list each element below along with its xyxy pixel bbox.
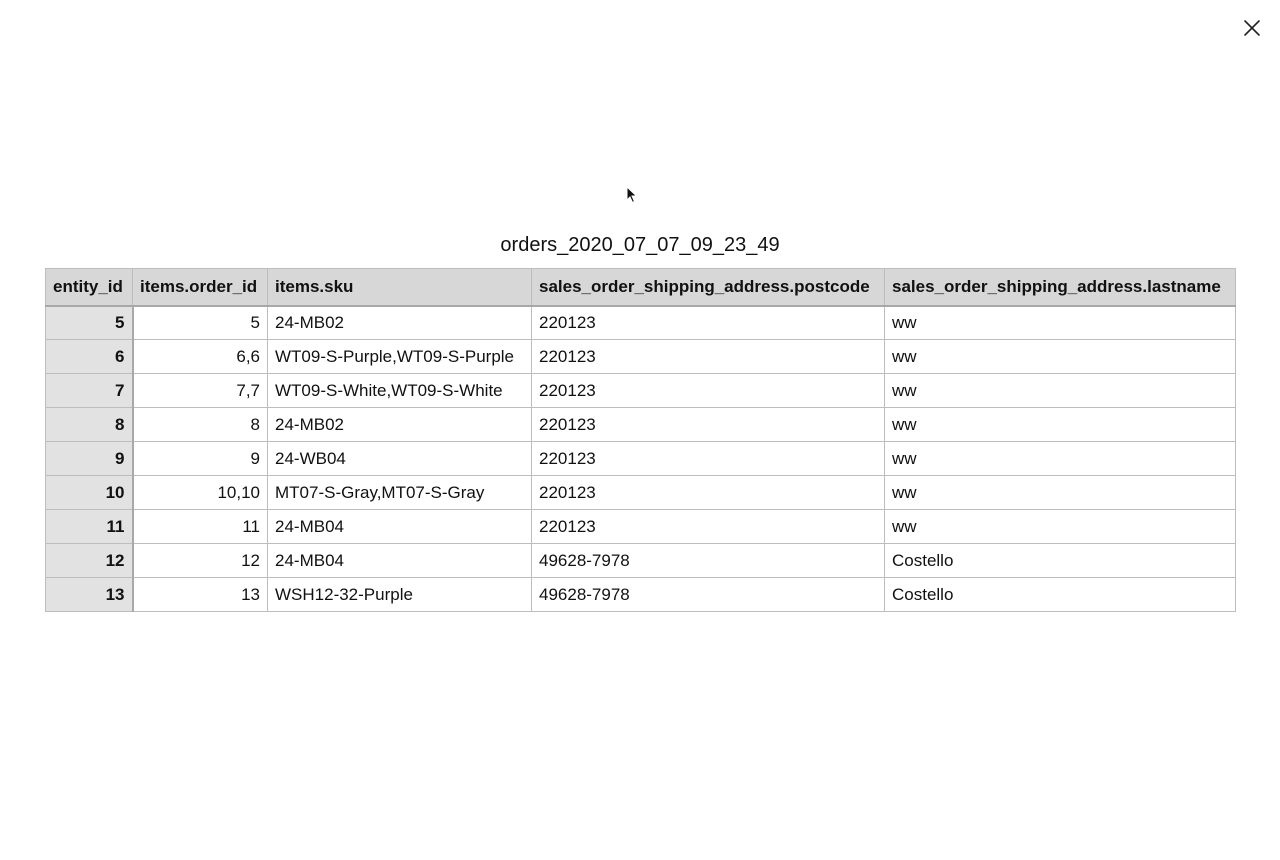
column-header-sku: items.sku xyxy=(268,269,532,306)
cell-sku: WT09-S-White,WT09-S-White xyxy=(268,374,532,408)
cell-sku: MT07-S-Gray,MT07-S-Gray xyxy=(268,476,532,510)
cell-lastname: ww xyxy=(885,340,1236,374)
cell-entity-id: 5 xyxy=(46,306,133,340)
cell-postcode: 49628-7978 xyxy=(532,544,885,578)
cell-order-id: 12 xyxy=(133,544,268,578)
cell-entity-id: 7 xyxy=(46,374,133,408)
cell-postcode: 220123 xyxy=(532,510,885,544)
cell-entity-id: 11 xyxy=(46,510,133,544)
cell-order-id: 5 xyxy=(133,306,268,340)
table-row xyxy=(46,442,1236,476)
cell-entity-id: 9 xyxy=(46,442,133,476)
table-row xyxy=(46,306,1236,340)
close-button[interactable] xyxy=(1240,16,1264,40)
cell-postcode: 220123 xyxy=(532,408,885,442)
data-table xyxy=(45,268,1236,612)
cell-postcode: 220123 xyxy=(532,374,885,408)
cell-order-id: 10,10 xyxy=(133,476,268,510)
cell-order-id: 13 xyxy=(133,578,268,612)
cell-postcode: 49628-7978 xyxy=(532,578,885,612)
table-row xyxy=(46,408,1236,442)
cell-lastname: ww xyxy=(885,510,1236,544)
cell-lastname: ww xyxy=(885,408,1236,442)
cell-sku: 24-MB04 xyxy=(268,544,532,578)
cell-entity-id: 8 xyxy=(46,408,133,442)
cell-sku: 24-MB02 xyxy=(268,408,532,442)
cell-postcode: 220123 xyxy=(532,306,885,340)
cell-postcode: 220123 xyxy=(532,340,885,374)
cell-sku: 24-MB02 xyxy=(268,306,532,340)
sheet-title: orders_2020_07_07_09_23_49 xyxy=(500,234,780,256)
mouse-pointer-icon xyxy=(626,186,638,204)
close-icon xyxy=(1240,16,1264,40)
cell-order-id: 11 xyxy=(133,510,268,544)
cell-lastname: ww xyxy=(885,476,1236,510)
cell-sku: 24-MB04 xyxy=(268,510,532,544)
table-row xyxy=(46,340,1236,374)
cell-lastname: ww xyxy=(885,306,1236,340)
cell-lastname: Costello xyxy=(885,578,1236,612)
cell-lastname: ww xyxy=(885,442,1236,476)
column-header-postcode: sales_order_shipping_address.postcode xyxy=(532,269,885,306)
cell-order-id: 8 xyxy=(133,408,268,442)
cell-entity-id: 12 xyxy=(46,544,133,578)
cell-postcode: 220123 xyxy=(532,476,885,510)
header-row xyxy=(46,269,1236,306)
cell-entity-id: 6 xyxy=(46,340,133,374)
cell-sku: WSH12-32-Purple xyxy=(268,578,532,612)
cell-order-id: 9 xyxy=(133,442,268,476)
column-header-entity-id: entity_id xyxy=(46,269,133,306)
table-row xyxy=(46,578,1236,612)
cell-sku: WT09-S-Purple,WT09-S-Purple xyxy=(268,340,532,374)
table-row xyxy=(46,476,1236,510)
cell-lastname: Costello xyxy=(885,544,1236,578)
cell-sku: 24-WB04 xyxy=(268,442,532,476)
cell-lastname: ww xyxy=(885,374,1236,408)
cell-order-id: 7,7 xyxy=(133,374,268,408)
column-header-lastname: sales_order_shipping_address.lastname xyxy=(885,269,1236,306)
cell-entity-id: 10 xyxy=(46,476,133,510)
cell-order-id: 6,6 xyxy=(133,340,268,374)
table-row xyxy=(46,374,1236,408)
column-header-order-id: items.order_id xyxy=(133,269,268,306)
table-row xyxy=(46,510,1236,544)
cell-postcode: 220123 xyxy=(532,442,885,476)
cell-entity-id: 13 xyxy=(46,578,133,612)
table-row xyxy=(46,544,1236,578)
